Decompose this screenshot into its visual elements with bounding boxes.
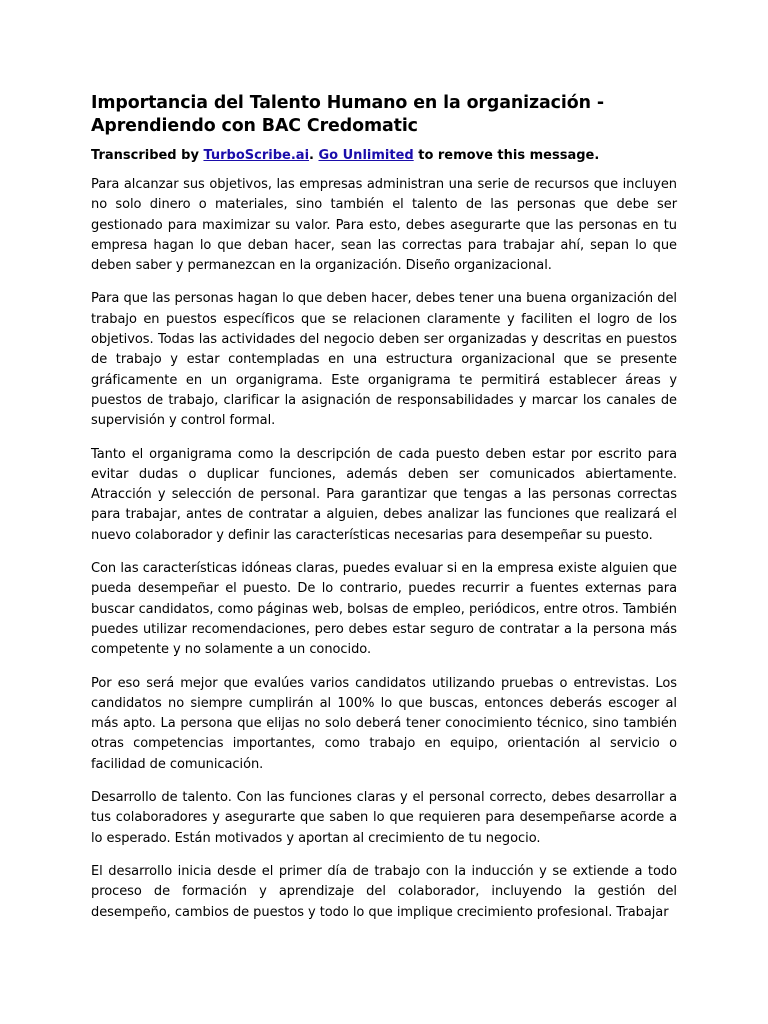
document-page <box>91 92 677 936</box>
paragraph: Tanto el organigrama como la descripción de cada puesto deben estar por escrito para evitar dudas o duplicar funciones, además deben ser comunicados abiertamente. Atracción y selección de personal. Para garantizar que tengas a las personas correctas para trabajar, antes de contratar a alguien, debes analizar las funciones que realizará el nuevo colaborador y definir las características necesarias para desempeñar su puesto. <box>91 446 677 543</box>
transcription-notice <box>91 146 677 166</box>
document-title: Importancia del Talento Humano en la organización - Aprendiendo con BAC Credomatic <box>91 93 604 136</box>
remove-message-text: to remove this message. <box>413 148 600 163</box>
paragraph: Con las características idóneas claras, puedes evaluar si en la empresa existe alguien que pueda desempeñar el puesto. De lo contrario, puedes recurrir a fuentes externas para buscar candidatos, como páginas web, bolsas de empleo, periódicos, entre otros. También puedes utilizar recomendaciones, pero debes estar seguro de contratar a la persona más competente y no solamente a un conocido. <box>91 561 677 658</box>
turboscribe-link[interactable]: TurboScribe.ai <box>203 148 310 163</box>
paragraph: Para que las personas hagan lo que deben hacer, debes tener una buena organización del trabajo en puestos específicos que se relacionen claramente y faciliten el logro de los objetivos. Todas las actividades del negocio deben ser organizadas y descritas en puestos de trabajo y estar contempladas en una estructura organizacional que se presente gráficamente en un organigrama. Este organigrama te permitirá establecer áreas y puestos de trabajo, clarificar la asignación de responsabilidades y marcar los canales de supervisión y control formal. <box>91 291 677 429</box>
transcribed-by-text: Transcribed by <box>91 148 204 163</box>
paragraph: Para alcanzar sus objetivos, las empresas administran una serie de recursos que incluyen no solo dinero o materiales, sino también el talento de las personas que debe ser gestionado para maximizar su valor. Para esto, debes asegurarte que las personas en tu empresa hagan lo que deban hacer, sean las correctas para trabajar ahí, sepan lo que deben saber y permanezcan en la organización. Diseño organizacional. <box>91 177 677 274</box>
paragraph: El desarrollo inicia desde el primer día de trabajo con la inducción y se extiende a todo proceso de formación y aprendizaje del colaborador, incluyendo la gestión del desempeño, cambios de puestos y todo lo que implique crecimiento profesional. Trabajar <box>91 863 677 920</box>
go-unlimited-link[interactable]: Go Unlimited <box>318 148 414 163</box>
separator-text: . <box>309 148 319 163</box>
paragraph: Desarrollo de talento. Con las funciones claras y el personal correcto, debes desarrollar a tus colaboradores y asegurarte que saben lo que requieren para desempeñarse acorde a lo esperado. Están motivados y aportan al crecimiento de tu negocio. <box>91 790 677 846</box>
paragraph: Por eso será mejor que evalúes varios candidatos utilizando pruebas o entrevistas. Los candidatos no siempre cumplirán al 100% lo que buscas, entonces deberás escoger al más apto. La persona que elijas no solo deberá tener conocimiento técnico, sino también otras competencias importantes, como trabajo en equipo, orientación al servicio o facilidad de comunicación. <box>91 675 677 772</box>
